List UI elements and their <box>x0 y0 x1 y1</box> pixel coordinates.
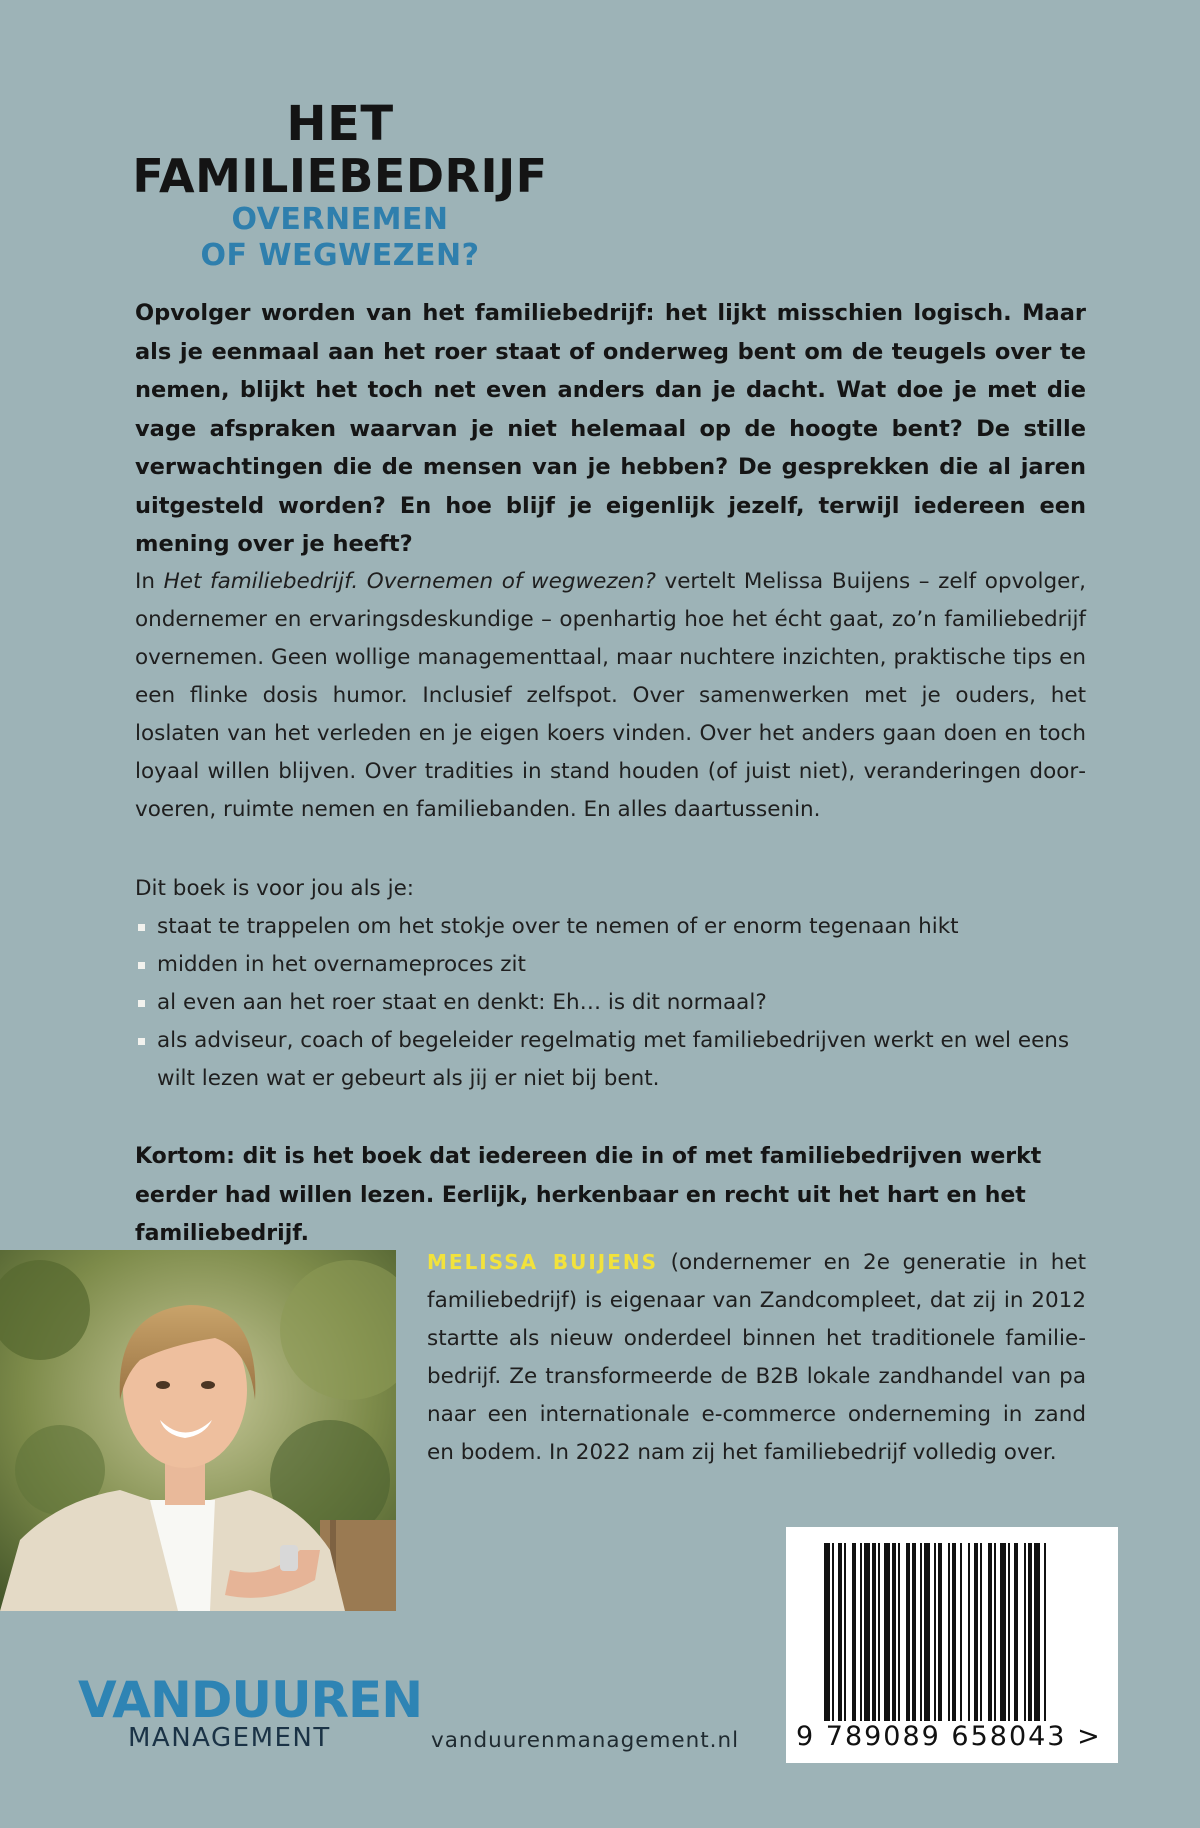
barcode-bar <box>1028 1543 1032 1721</box>
subtitle-line-2: OF WEGWEZEN? <box>200 238 480 273</box>
barcode-bar <box>994 1543 996 1721</box>
barcode-bar <box>824 1543 830 1721</box>
barcode-bar <box>844 1543 846 1721</box>
barcode-bar <box>1034 1543 1040 1721</box>
barcode-bar <box>974 1543 978 1721</box>
barcode-bar <box>1044 1543 1046 1721</box>
author-name: MELISSA BUIJENS <box>427 1250 659 1274</box>
title-line-1: HET <box>286 96 394 152</box>
bullet-icon <box>138 1000 145 1007</box>
list-item-text: staat te trappelen om het stokje over te nemen of er enorm tegenaan hikt <box>157 914 959 939</box>
publisher-website: vanduurenmanagement.nl <box>431 1728 740 1753</box>
list-item <box>135 946 1086 984</box>
barcode-bar <box>832 1543 834 1721</box>
barcode-bar <box>960 1543 962 1721</box>
barcode-bar <box>838 1543 842 1721</box>
barcode-bar <box>860 1543 862 1721</box>
audience-list <box>135 908 1086 1098</box>
publisher-logo <box>78 1671 423 1753</box>
barcode-bar <box>968 1543 970 1721</box>
body-prefix: In <box>135 569 164 594</box>
barcode-bar <box>884 1543 890 1721</box>
barcode-bar <box>872 1543 876 1721</box>
barcode-bar <box>892 1543 896 1721</box>
list-item-text: midden in het overnameproces zit <box>157 952 526 977</box>
barcode-bars <box>824 1543 1080 1721</box>
bullet-icon <box>138 924 145 931</box>
barcode-bar <box>1000 1543 1006 1721</box>
barcode-bar <box>912 1543 916 1721</box>
book-title <box>0 98 680 274</box>
barcode-bar <box>852 1543 856 1721</box>
subtitle-line-1: OVERNEMEN <box>231 202 449 237</box>
barcode-bar <box>920 1543 922 1721</box>
publisher-logo-top: VANDUUREN <box>78 1671 423 1729</box>
bullet-icon <box>138 962 145 969</box>
author-photo <box>0 1250 396 1611</box>
list-item <box>135 1022 1086 1098</box>
barcode-bar <box>864 1543 870 1721</box>
barcode-bar <box>938 1543 942 1721</box>
barcode-bar <box>924 1543 930 1721</box>
bullet-icon <box>138 1038 145 1045</box>
barcode-bar <box>948 1543 950 1721</box>
closing-paragraph: Kortom: dit is het boek dat iedereen die in of met familiebedrijven werkt eerder had willen lezen. Eerlijk, herkenbaar en recht uit het hart en het familiebedrijf. <box>135 1144 1042 1246</box>
barcode-bar <box>906 1543 910 1721</box>
barcode-bar <box>1014 1543 1018 1721</box>
barcode-bar <box>898 1543 900 1721</box>
body-paragraph <box>135 563 1086 829</box>
barcode-bar <box>980 1543 982 1721</box>
barcode-bar <box>988 1543 992 1721</box>
list-item <box>135 984 1086 1022</box>
publisher-logo-bottom: MANAGEMENT <box>128 1723 331 1753</box>
body-rest: vertelt Melissa Buijens – zelf opvolger, ondernemer en ervaringsdeskundige – openhartig hoe het écht gaat, zo’n familiebedrijf overnemen. Geen wollige managementtaal, maar nuchtere inzichten, praktische tips en een flinke dosis humor. Inclusief zelfspot. Over samenwerken met je ouders, het loslaten van het verleden en je eigen koers vinden. Over het anders gaan doen en toch loyaal willen blijven. Over tradities in stand houden (of juist niet), veranderingen doorvoeren, ruimte nemen en familiebanden. En alles daartussenin. <box>135 569 1086 822</box>
barcode-bar <box>934 1543 936 1721</box>
barcode-bar <box>1008 1543 1010 1721</box>
isbn-number: 9 789089 658043 > <box>796 1721 1102 1752</box>
barcode-bar <box>1024 1543 1026 1721</box>
list-item-text: als adviseur, coach of begeleider regelmatig met familiebedrijven werkt en wel eens wilt lezen wat er gebeurt als jij er niet bij bent. <box>157 1028 1070 1091</box>
barcode-bar <box>878 1543 880 1721</box>
barcode-bar <box>952 1543 956 1721</box>
title-line-2: FAMILIEBEDRIJF <box>132 149 548 203</box>
body-book-title: Het familiebedrijf. Overnemen of wegwezen? <box>163 569 656 594</box>
bio-text: (ondernemer en 2e generatie in het familiebedrijf) is eigenaar van Zandcompleet, dat zij in 2012 startte als nieuw onderdeel binnen het traditionele familiebedrijf. Ze transformeerde de B2B lokale zandhandel van pa naar een internationale e-commerce onderneming in zand en bodem. In 2022 nam zij het familiebedrijf volledig over. <box>427 1250 1086 1465</box>
list-item <box>135 908 1086 946</box>
list-item-text: al even aan het roer staat en denkt: Eh… is dit normaal? <box>157 990 767 1015</box>
author-bio <box>427 1243 1086 1472</box>
barcode <box>786 1527 1118 1763</box>
intro-paragraph: Opvolger worden van het familiebedrijf: het lijkt misschien logisch. Maar als je eenmaal aan het roer staat of onderweg bent om de teugels over te nemen, blijkt het toch net even anders dan je dacht. Wat doe je met die vage afspraken waarvan je niet helemaal op de hoogte bent? De stille verwachtingen die de mensen van je hebben? De gesprekken die al jaren uitgesteld worden? En hoe blijf je eigenlijk jezelf, terwijl iedereen een mening over je heeft? <box>135 300 1086 557</box>
list-intro: Dit boek is voor jou als je: <box>135 876 415 901</box>
